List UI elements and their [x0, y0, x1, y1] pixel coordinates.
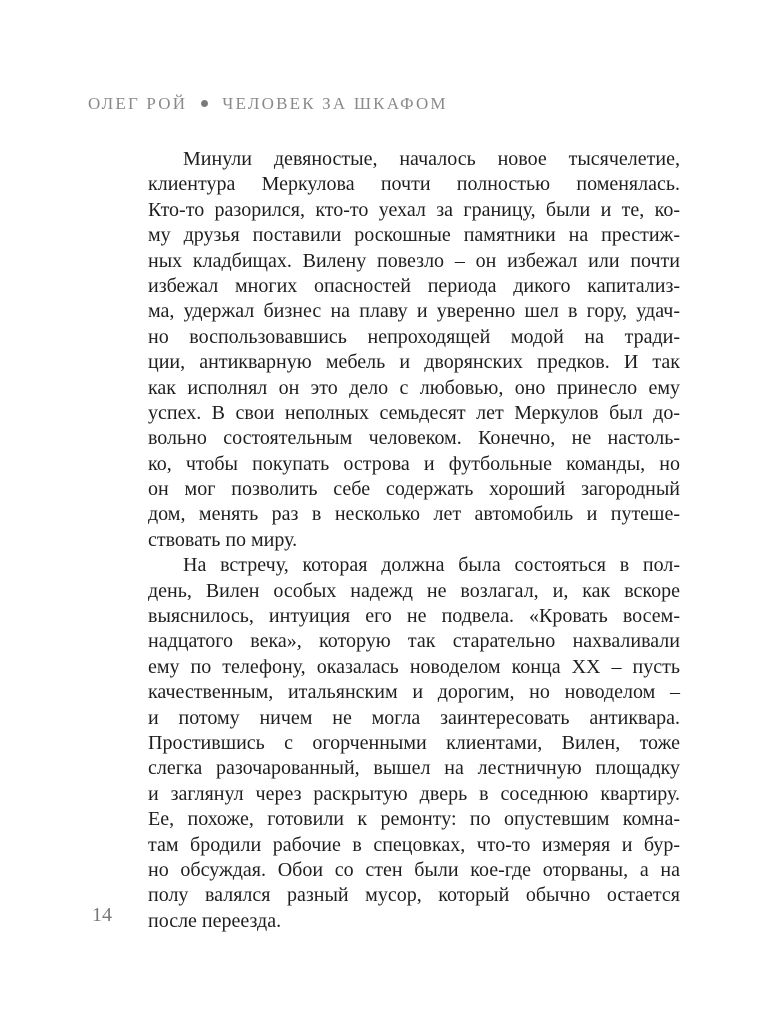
- text-line: ему по телефону, оказалась новоделом конца XX – пусть: [148, 655, 680, 678]
- text-line: полу валялся разный мусор, который обычно остается: [148, 884, 680, 907]
- text-line: му друзья поставили роскошные памятники на престиж-: [148, 224, 680, 247]
- text-line: успех. В свои неполных семьдесят лет Меркулов был до-: [148, 401, 680, 424]
- text-line: Минули девяностые, началось новое тысячелетие,: [183, 148, 680, 170]
- text-line: день, Вилен особых надежд не возлагал, и, как вскоре: [148, 579, 680, 602]
- bullet-separator-icon: [201, 100, 208, 107]
- text-line: Простившись с огорченными клиентами, Вилен, тоже: [148, 731, 680, 754]
- text-line: Кто-то разорился, кто-то уехал за границу, были и те, ко-: [148, 198, 680, 221]
- paragraph: [148, 553, 680, 934]
- text-line: клиентура Меркулова почти полностью поменялась.: [148, 173, 680, 196]
- text-line: надцатого века», которую так старательно нахваливали: [148, 630, 680, 653]
- text-line: выяснилось, интуиция его не подвела. «Кровать восем-: [148, 605, 680, 628]
- text-line: ствовать по миру.: [148, 528, 298, 551]
- header-author: ОЛЕГ РОЙ: [88, 94, 188, 113]
- header-book-title: ЧЕЛОВЕК ЗА ШКАФОМ: [222, 94, 448, 113]
- running-header: [88, 94, 448, 114]
- text-line: Ее, похоже, готовили к ремонту: по опустевшим комна-: [148, 808, 680, 831]
- text-line: слегка разочарованный, вышел на лестничную площадку: [148, 757, 680, 780]
- text-line: там бродили рабочие в спецовках, что-то измеряя и бур-: [148, 833, 680, 856]
- text-line: и потому ничем не могла заинтересовать антиквара.: [148, 706, 680, 729]
- text-line: ма, удержал бизнес на плаву и уверенно шел в гору, удач-: [148, 300, 680, 323]
- text-line: качественным, итальянским и дорогим, но новоделом –: [148, 681, 680, 704]
- page-number: 14: [92, 904, 112, 926]
- text-line: ных кладбищах. Вилену повезло – он избежал или почти: [148, 249, 680, 272]
- text-line: ко, чтобы покупать острова и футбольные команды, но: [148, 452, 680, 475]
- text-line: он мог позволить себе содержать хороший загородный: [148, 478, 680, 501]
- text-line: как исполнял он это дело с любовью, оно принесло ему: [148, 376, 680, 399]
- text-line: но обсуждая. Обои со стен были кое-где оторваны, а на: [148, 858, 680, 881]
- text-line: и заглянул через раскрытую дверь в соседнюю квартиру.: [148, 782, 680, 805]
- text-line: избежал многих опасностей периода дикого капитализ-: [148, 274, 680, 297]
- text-line: ции, антикварную мебель и дворянских предков. И так: [148, 351, 680, 374]
- text-line: но воспользовавшись непроходящей модой на тради-: [148, 325, 680, 348]
- text-line: дом, менять раз в несколько лет автомобиль и путеше-: [148, 503, 680, 526]
- text-line: вольно состоятельным человеком. Конечно, не настоль-: [148, 427, 680, 450]
- body-text: [148, 147, 680, 934]
- text-line: На встречу, которая должна была состояться в пол-: [183, 554, 680, 577]
- paragraph: [148, 147, 680, 553]
- text-line: после переезда.: [148, 909, 282, 932]
